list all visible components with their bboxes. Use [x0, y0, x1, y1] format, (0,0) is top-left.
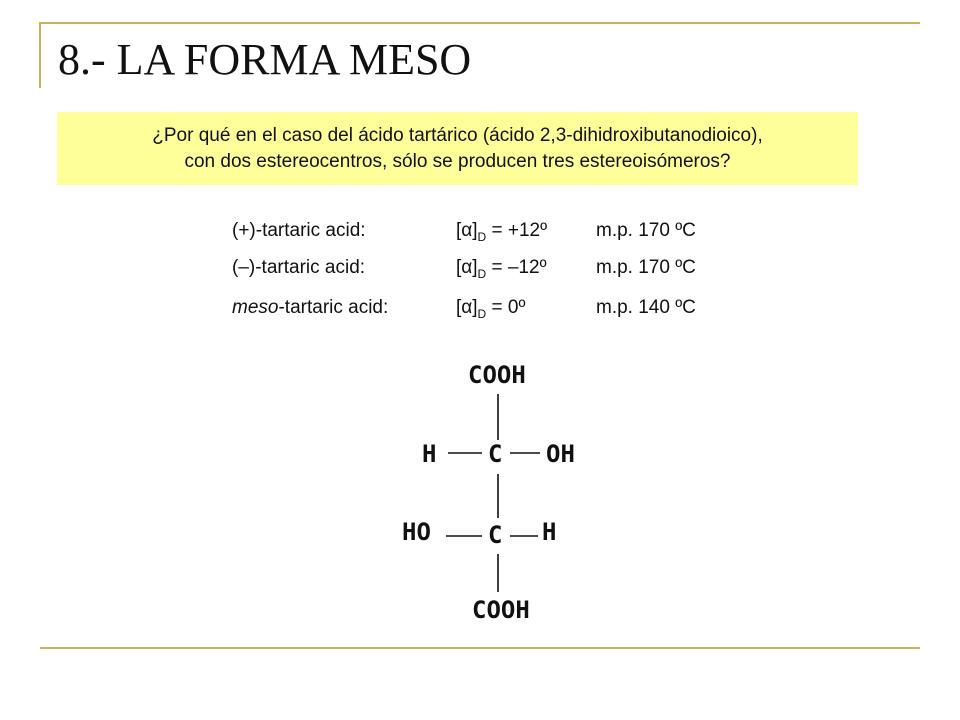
optical-rotation: $[\alpha]_D$ = 0º: [456, 297, 526, 321]
c2-carbon: C: [488, 521, 503, 549]
c1-carbon: C: [488, 440, 503, 468]
melting-point: m.p. 170 ºC: [596, 257, 696, 278]
melting-point: m.p. 170 ºC: [596, 220, 696, 241]
top-carboxyl-label: COOH: [468, 361, 526, 389]
compound-name: (–)-tartaric acid:: [232, 257, 366, 278]
melting-point: m.p. 140 ºC: [596, 297, 696, 318]
c1-right-substituent: OH: [546, 440, 575, 468]
c1-left-substituent: H: [422, 440, 437, 468]
optical-rotation: $[\alpha]_D$ = +12º: [456, 220, 548, 244]
question-line-1: ¿Por qué en el caso del ácido tartárico (ácido 2,3-dihidroxibutanodioico),: [152, 125, 763, 146]
compound-name: (+)-tartaric acid:: [232, 220, 366, 241]
bottom-rule: [40, 647, 920, 649]
slide-title: 8.- LA FORMA MESO: [58, 35, 472, 84]
fischer-projection: [380, 350, 600, 630]
optical-rotation: $[\alpha]_D$ = –12º: [456, 257, 547, 281]
compound-name: meso-tartaric acid:: [232, 297, 389, 318]
top-rule: [40, 22, 920, 24]
c2-right-substituent: H: [542, 518, 557, 546]
c2-left-substituent: HO: [402, 518, 431, 546]
left-rule: [39, 22, 41, 88]
question-box: [57, 112, 858, 185]
bottom-carboxyl-label: COOH: [472, 596, 530, 624]
question-line-2: con dos estereocentros, sólo se producen tres estereoisómeros?: [184, 151, 731, 172]
